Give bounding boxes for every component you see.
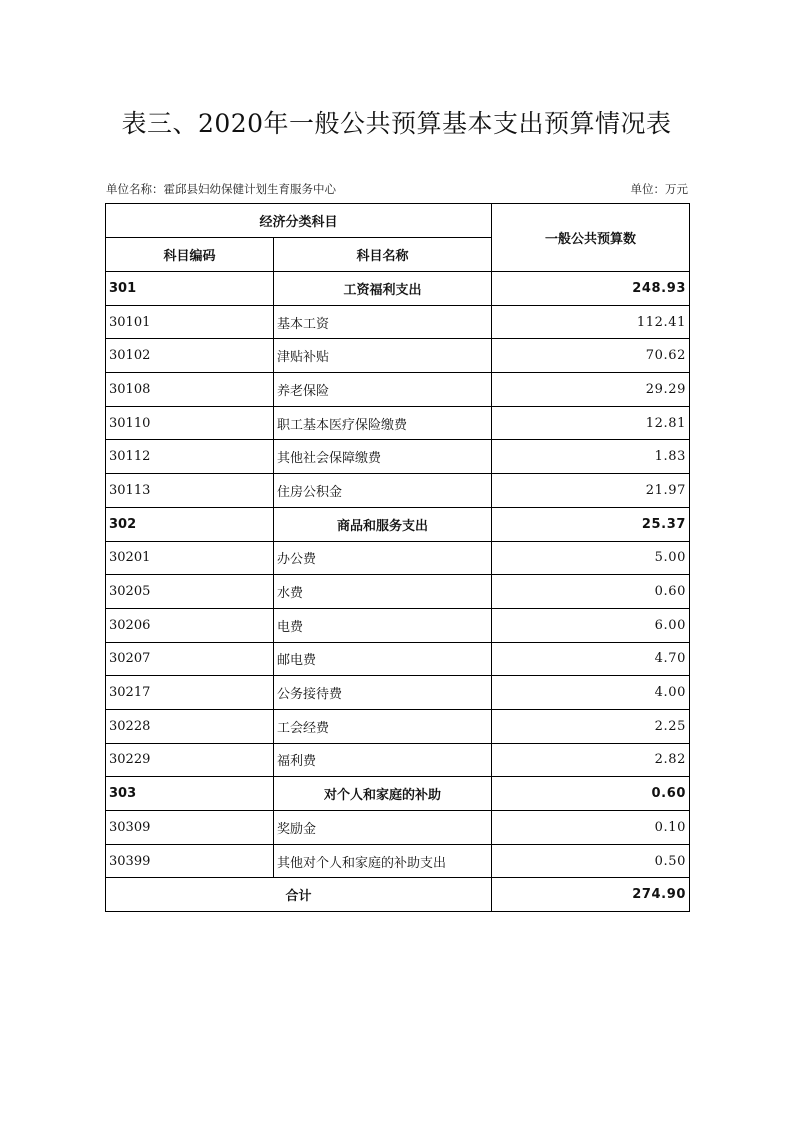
item-name: 公务接待费 (274, 676, 492, 710)
total-row (106, 878, 690, 912)
item-name: 工会经费 (274, 709, 492, 743)
table-body (106, 272, 690, 878)
item-code: 30217 (106, 676, 274, 710)
item-code: 30201 (106, 541, 274, 575)
table-row (106, 541, 690, 575)
header-row (106, 204, 690, 238)
item-name: 商品和服务支出 (274, 507, 492, 541)
table-row (106, 406, 690, 440)
item-amount: 4.70 (492, 642, 690, 676)
item-amount: 112.41 (492, 305, 690, 339)
item-code: 30101 (106, 305, 274, 339)
table-row (106, 575, 690, 609)
item-name: 电费 (274, 608, 492, 642)
header-economic-classification: 经济分类科目 (106, 204, 492, 238)
total-label: 合计 (106, 878, 492, 912)
item-code: 30229 (106, 743, 274, 777)
table-row (106, 676, 690, 710)
table-row (106, 373, 690, 407)
item-name: 津贴补贴 (274, 339, 492, 373)
item-name: 办公费 (274, 541, 492, 575)
category-row (106, 507, 690, 541)
item-name: 邮电费 (274, 642, 492, 676)
item-amount: 248.93 (492, 272, 690, 306)
table-row (106, 305, 690, 339)
table-row (106, 474, 690, 508)
item-name: 职工基本医疗保险缴费 (274, 406, 492, 440)
meta-row (106, 181, 688, 197)
item-amount: 21.97 (492, 474, 690, 508)
item-name: 基本工资 (274, 305, 492, 339)
item-name: 福利费 (274, 743, 492, 777)
category-row (106, 272, 690, 306)
item-name: 其他对个人和家庭的补助支出 (274, 844, 492, 878)
budget-table (105, 203, 690, 912)
table-row (106, 440, 690, 474)
item-code: 30399 (106, 844, 274, 878)
item-code: 30206 (106, 608, 274, 642)
item-code: 30110 (106, 406, 274, 440)
item-amount: 5.00 (492, 541, 690, 575)
item-code: 30112 (106, 440, 274, 474)
table-row (106, 642, 690, 676)
item-name: 工资福利支出 (274, 272, 492, 306)
total-amount: 274.90 (492, 878, 690, 912)
item-code: 302 (106, 507, 274, 541)
table-row (106, 608, 690, 642)
category-row (106, 777, 690, 811)
item-name: 对个人和家庭的补助 (274, 777, 492, 811)
item-amount: 0.60 (492, 575, 690, 609)
item-amount: 25.37 (492, 507, 690, 541)
table-row (106, 709, 690, 743)
item-amount: 12.81 (492, 406, 690, 440)
item-name: 水费 (274, 575, 492, 609)
header-name: 科目名称 (274, 238, 492, 272)
table-row (106, 844, 690, 878)
item-code: 30108 (106, 373, 274, 407)
header-code: 科目编码 (106, 238, 274, 272)
item-code: 30205 (106, 575, 274, 609)
item-amount: 70.62 (492, 339, 690, 373)
item-amount: 6.00 (492, 608, 690, 642)
item-name: 养老保险 (274, 373, 492, 407)
item-code: 30113 (106, 474, 274, 508)
item-amount: 0.50 (492, 844, 690, 878)
item-code: 30102 (106, 339, 274, 373)
page-title: 表三、2020年一般公共预算基本支出预算情况表 (121, 109, 672, 138)
item-code: 30309 (106, 811, 274, 845)
header-amount: 一般公共预算数 (492, 204, 690, 272)
item-code: 30207 (106, 642, 274, 676)
item-amount: 4.00 (492, 676, 690, 710)
currency-unit: 单位：万元 (630, 182, 688, 196)
item-code: 301 (106, 272, 274, 306)
table-row (106, 339, 690, 373)
table-row (106, 743, 690, 777)
unit-name: 单位名称：霍邱县妇幼保健计划生育服务中心 (106, 182, 336, 196)
item-amount: 1.83 (492, 440, 690, 474)
item-code: 303 (106, 777, 274, 811)
item-name: 其他社会保障缴费 (274, 440, 492, 474)
item-code: 30228 (106, 709, 274, 743)
item-amount: 2.82 (492, 743, 690, 777)
item-amount: 2.25 (492, 709, 690, 743)
item-name: 奖励金 (274, 811, 492, 845)
item-amount: 0.10 (492, 811, 690, 845)
item-name: 住房公积金 (274, 474, 492, 508)
item-amount: 0.60 (492, 777, 690, 811)
item-amount: 29.29 (492, 373, 690, 407)
table-row (106, 811, 690, 845)
